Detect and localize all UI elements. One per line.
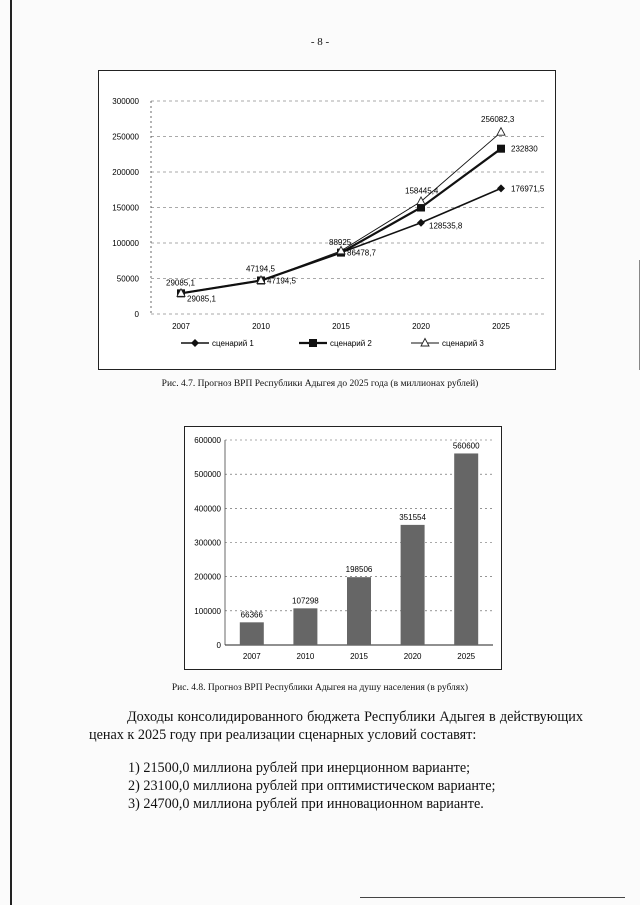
list-item: 3) 24700,0 миллиона рублей при инновационном варианте. bbox=[128, 796, 484, 812]
data-label: 107298 bbox=[292, 596, 319, 606]
legend-label: сценарий 2 bbox=[330, 339, 372, 348]
series-line bbox=[181, 132, 501, 293]
y-tick-label: 0 bbox=[134, 310, 139, 319]
x-tick-label: 2015 bbox=[350, 652, 368, 661]
y-tick-label: 600000 bbox=[194, 436, 221, 445]
bar bbox=[401, 525, 425, 645]
bar bbox=[293, 608, 317, 645]
gdp-forecast-line-chart bbox=[98, 70, 556, 370]
y-tick-label: 100000 bbox=[112, 239, 139, 248]
figure-4-7-caption: Рис. 4.7. Прогноз ВРП Республики Адыгея до 2025 года (в миллионах рублей) bbox=[161, 379, 479, 389]
y-tick-label: 200000 bbox=[112, 168, 139, 177]
data-label: 198506 bbox=[345, 565, 373, 575]
line-point bbox=[497, 184, 505, 192]
y-tick-label: 50000 bbox=[116, 274, 139, 284]
page-number: - 8 - bbox=[310, 36, 330, 48]
data-label: 560600 bbox=[452, 441, 480, 451]
data-label: 47194,5 bbox=[246, 264, 275, 274]
y-tick-label: 100000 bbox=[194, 606, 221, 616]
x-tick-label: 2010 bbox=[252, 322, 270, 331]
data-label: 47194,5 bbox=[267, 276, 296, 286]
line-point bbox=[497, 128, 505, 136]
bar bbox=[240, 622, 264, 645]
data-label: 29085,1 bbox=[166, 278, 195, 288]
figure-4-8-caption: Рис. 4.8. Прогноз ВРП Республики Адыгея на душу населения (в рублях) bbox=[171, 683, 469, 693]
bar bbox=[454, 453, 478, 645]
scenario-list bbox=[128, 759, 495, 813]
legend-label: сценарий 1 bbox=[212, 339, 254, 348]
x-tick-label: 2025 bbox=[492, 322, 510, 331]
line-point bbox=[309, 339, 317, 347]
list-item: 1) 21500,0 миллиона рублей при инерционном варианте; bbox=[128, 760, 471, 776]
y-tick-label: 200000 bbox=[194, 572, 221, 582]
scan-edge-left bbox=[10, 0, 12, 905]
x-tick-label: 2015 bbox=[332, 322, 350, 331]
bar bbox=[347, 577, 371, 645]
data-label: 86478,7 bbox=[347, 248, 376, 258]
line-point bbox=[191, 339, 199, 347]
line-point bbox=[417, 219, 425, 227]
list-item: 2) 23100,0 миллиона рублей при оптимистическом варианте; bbox=[128, 778, 496, 794]
data-label: 66366 bbox=[240, 610, 263, 620]
line-point bbox=[417, 197, 425, 205]
x-tick-label: 2020 bbox=[412, 322, 430, 331]
data-label: 176971,5 bbox=[511, 184, 545, 194]
line-point bbox=[421, 339, 429, 347]
y-tick-label: 300000 bbox=[194, 538, 221, 548]
x-tick-label: 2010 bbox=[296, 652, 315, 661]
data-label: 256082,3 bbox=[481, 115, 515, 125]
y-tick-label: 300000 bbox=[112, 97, 139, 106]
y-tick-label: 150000 bbox=[112, 203, 139, 213]
y-tick-label: 0 bbox=[216, 641, 221, 650]
x-tick-label: 2007 bbox=[172, 322, 190, 331]
gdp-per-capita-bar-chart bbox=[184, 426, 502, 670]
data-label: 158445,4 bbox=[405, 186, 439, 196]
bottom-rule bbox=[360, 897, 625, 898]
line-point bbox=[497, 145, 505, 153]
budget-paragraph: Доходы консолидированного бюджета Республики Адыгея в действующих ценах к 2025 году при реализации сценарных условий составят: bbox=[89, 709, 583, 743]
data-label: 128535,8 bbox=[429, 221, 463, 231]
data-label: 232830 bbox=[511, 144, 538, 154]
data-label: 351554 bbox=[399, 512, 426, 522]
x-tick-label: 2025 bbox=[457, 652, 476, 661]
x-tick-label: 2007 bbox=[242, 652, 261, 661]
data-label: 29085,1 bbox=[187, 294, 216, 304]
y-tick-label: 400000 bbox=[194, 504, 221, 514]
y-tick-label: 500000 bbox=[194, 470, 221, 480]
x-tick-label: 2020 bbox=[403, 652, 422, 661]
data-label: 88925 bbox=[329, 237, 352, 247]
y-tick-label: 250000 bbox=[112, 132, 139, 142]
legend-label: сценарий 3 bbox=[442, 339, 484, 348]
